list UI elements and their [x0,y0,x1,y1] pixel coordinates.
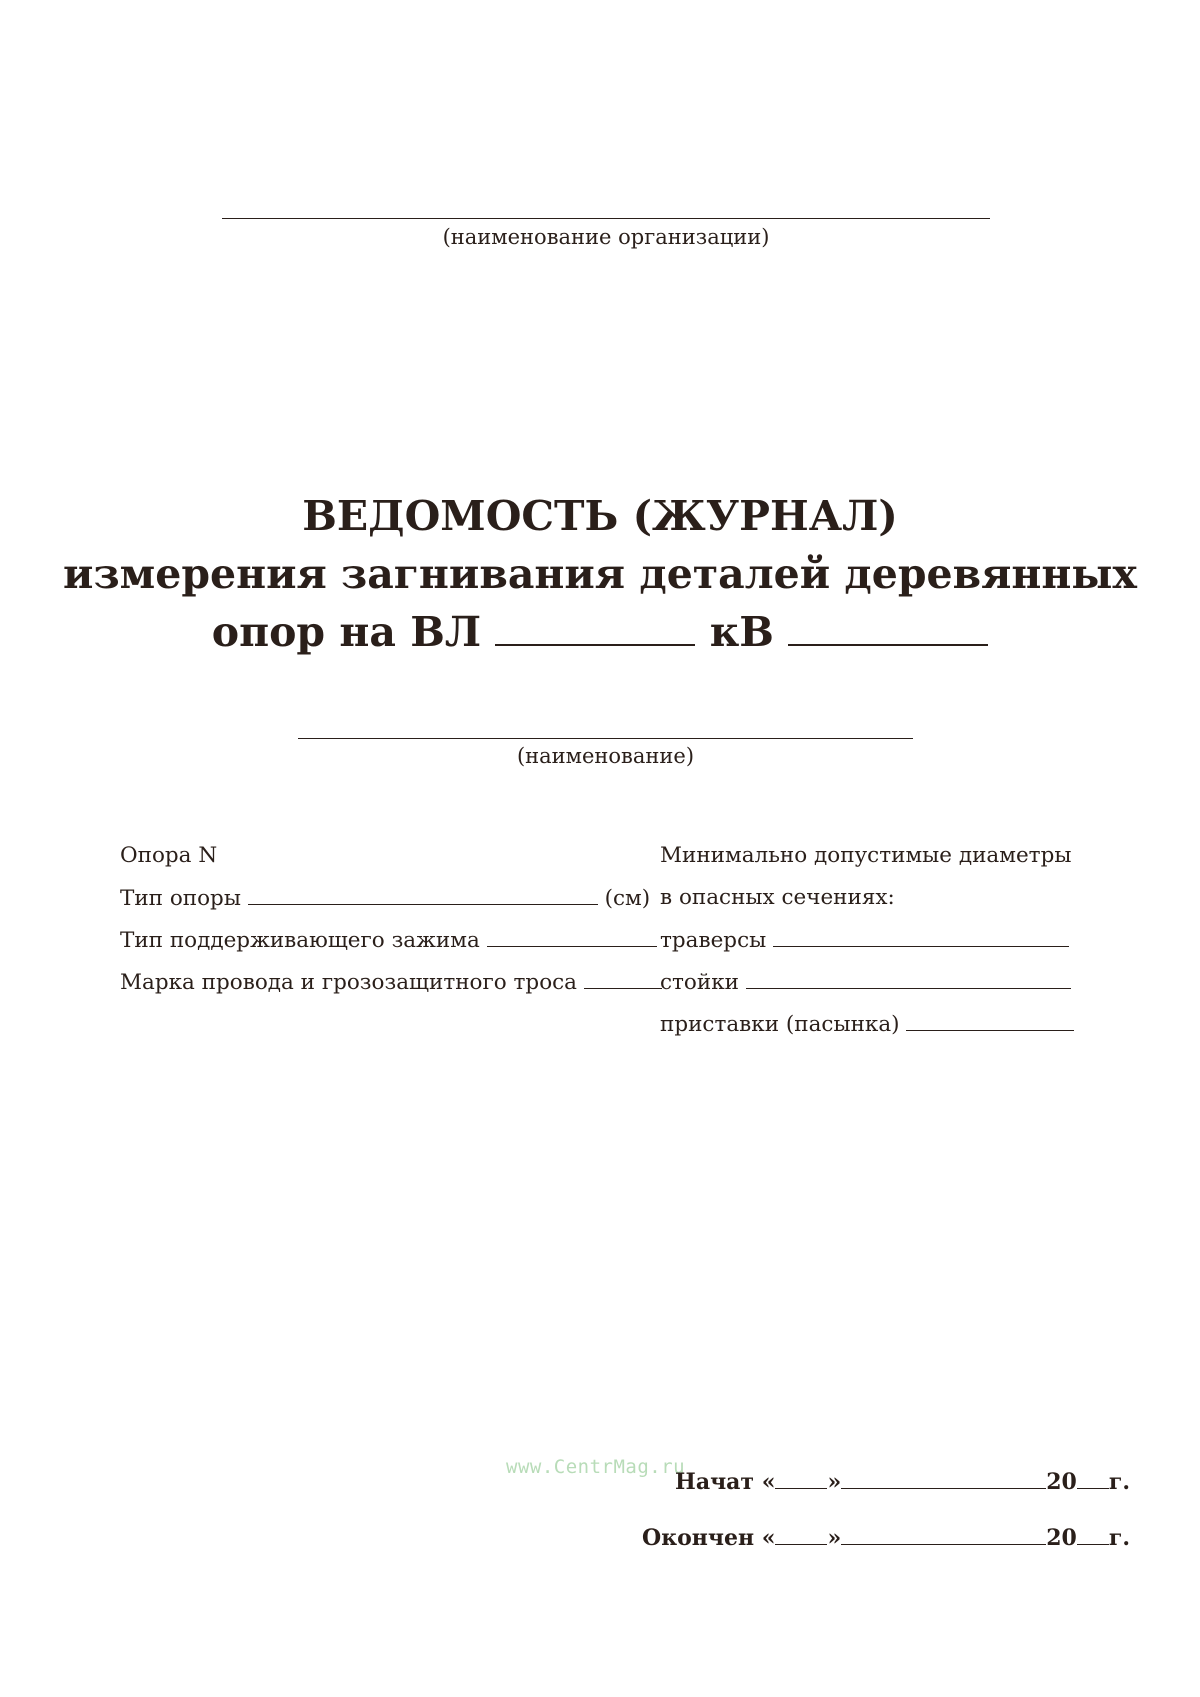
support-type-field [120,884,650,913]
finished-month-blank [841,1524,1046,1545]
finished-year-blank [1077,1524,1109,1545]
post-label: стойки [660,970,739,995]
support-type-label: Тип опоры [120,886,241,911]
name-caption: (наименование) [516,744,695,768]
watermark: www.CentrMag.ru [506,1456,686,1478]
line-name-blank [788,610,988,646]
min-diam-heading-1 [660,842,1071,870]
finished-year-prefix: 20 [1046,1525,1077,1551]
started-label: Начат « [675,1469,776,1495]
crossarm-label: траверсы [660,928,767,953]
wire-brand-label: Марка провода и грозозащитного троса [120,970,578,995]
finished-quote-close: » [827,1525,842,1551]
started-date-row [675,1468,1130,1495]
clamp-type-label: Тип поддерживающего зажима [120,928,480,953]
finished-label: Окончен « [642,1525,776,1551]
started-month-blank [841,1468,1046,1489]
title-line-1: ВЕДОМОСТЬ (ЖУРНАЛ) [302,492,898,540]
title-line-3-unit: кВ [709,608,774,656]
started-year-blank [1077,1468,1109,1489]
started-year-prefix: 20 [1046,1469,1077,1495]
name-line [298,738,913,739]
org-name-caption: (наименование организации) [442,225,770,249]
finished-date-row [642,1524,1130,1551]
started-day-blank [775,1468,827,1489]
min-diam-text-2: в опасных сечениях: [660,885,895,910]
min-diam-text-1: Минимально допустимые диаметры [660,843,1072,868]
clamp-type-blank [487,926,657,947]
post-field [660,968,1071,997]
wire-brand-field [120,968,662,997]
post-blank [746,968,1071,989]
started-year-suffix: г. [1108,1469,1130,1495]
support-type-blank [248,884,598,905]
finished-year-suffix: г. [1108,1525,1130,1551]
support-type-unit: (см) [604,886,651,911]
voltage-blank [495,610,695,646]
support-no-text: Опора N [120,843,218,868]
attachment-field [660,1010,1074,1039]
attachment-label: приставки (пасынка) [660,1012,900,1037]
clamp-type-field [120,926,657,955]
started-quote-close: » [827,1469,842,1495]
title-line-3 [0,604,1200,660]
attachment-blank [906,1010,1074,1031]
wire-brand-blank [584,968,662,989]
finished-day-blank [775,1524,827,1545]
org-name-line [222,218,990,219]
crossarm-field [660,926,1069,955]
support-no-label [120,842,217,870]
title-line-2: измерения загнивания деталей деревянных [63,550,1137,598]
min-diam-heading-2 [660,884,895,912]
title-line-3-prefix: опор на ВЛ [211,608,482,656]
crossarm-blank [773,926,1069,947]
